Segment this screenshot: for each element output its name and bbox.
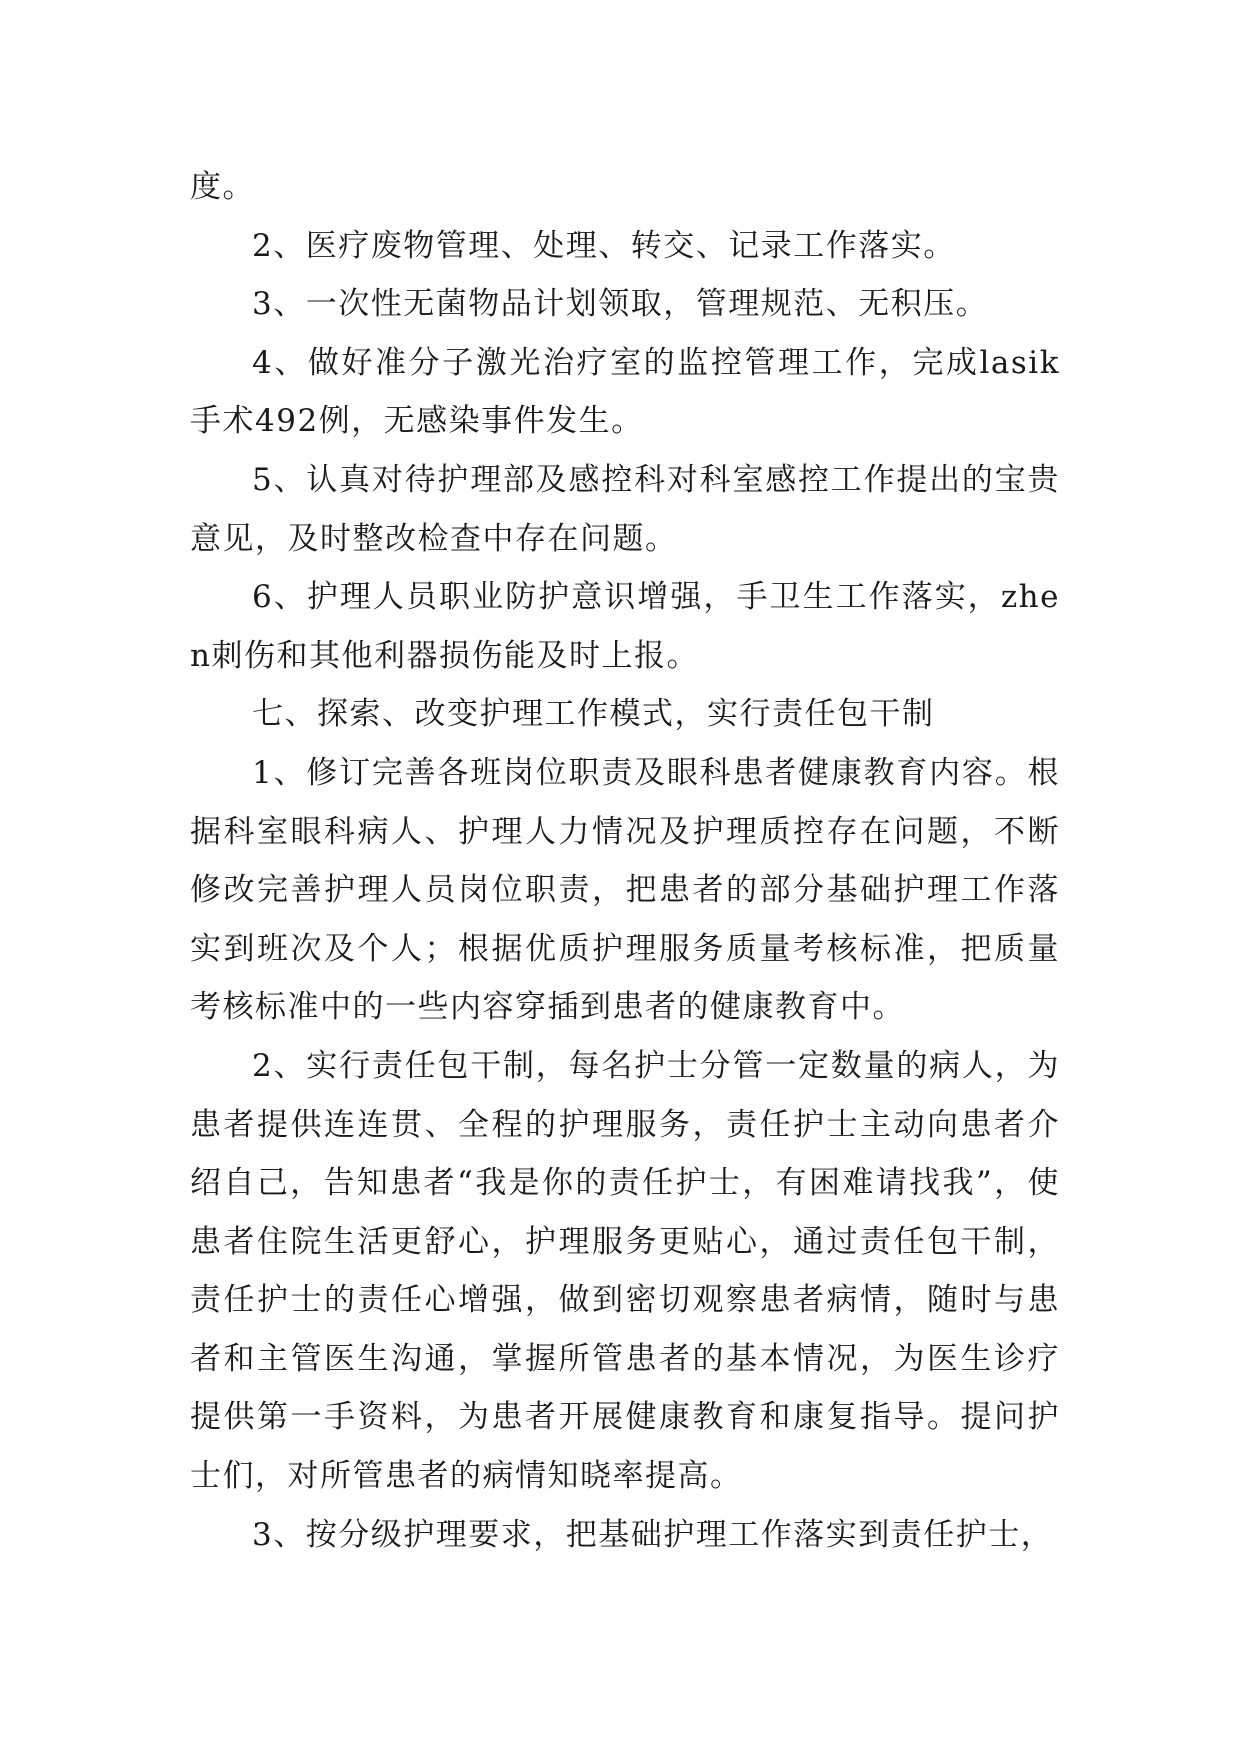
paragraph-continuation: 度。 xyxy=(190,169,255,205)
paragraph-item-3-sterile-supplies: 3、一次性无菌物品计划领取，管理规范、无积压。 xyxy=(252,286,989,323)
paragraph-item-5-infection-control: 5、认真对待护理部及感控科对科室感控工作提出的宝贵意见，及时整改检查中存在问题。 xyxy=(190,461,1060,557)
document-body xyxy=(190,158,1060,1564)
paragraph-item-3-graded-nursing: 3、按分级护理要求，把基础护理工作落实到责任护士， xyxy=(252,1516,1054,1553)
paragraph-item-4-laser-room: 4、做好准分子激光治疗室的监控管理工作，完成lasik手术492例，无感染事件发生。 xyxy=(190,344,1060,440)
paragraph-item-6-occupational-protection: 6、护理人员职业防护意识增强，手卫生工作落实，zhen刺伤和其他利器损伤能及时上报。 xyxy=(190,579,1060,674)
paragraph-item-1-job-duties: 1、修订完善各班岗位职责及眼科患者健康教育内容。根据科室眼科病人、护理人力情况及护理质控存在问题，不断修改完善护理人员岗位职责，把患者的部分基础护理工作落实到班次及个人；根据优质护理服务质量考核标准，把质量考核标准中的一些内容穿插到患者的健康教育中。 xyxy=(190,754,1060,1026)
paragraph-item-2-responsibility-system: 2、实行责任包干制，每名护士分管一定数量的病人，为患者提供连连贯、全程的护理服务，责任护士主动向患者介绍自己，告知患者“我是你的责任护士，有困难请找我”，使患者住院生活更舒心，护理服务更贴心，通过责任包干制，责任护士的责任心增强，做到密切观察患者病情，随时与患者和主管医生沟通，掌握所管患者的基本情况，为医生诊疗提供第一手资料，为患者开展健康教育和康复指导。提问护士们，对所管患者的病情知晓率提高。 xyxy=(190,1047,1060,1495)
section-heading-7: 七、探索、改变护理工作模式，实行责任包干制 xyxy=(252,696,935,733)
paragraph-item-2-medical-waste: 2、医疗废物管理、处理、转交、记录工作落实。 xyxy=(252,227,956,264)
